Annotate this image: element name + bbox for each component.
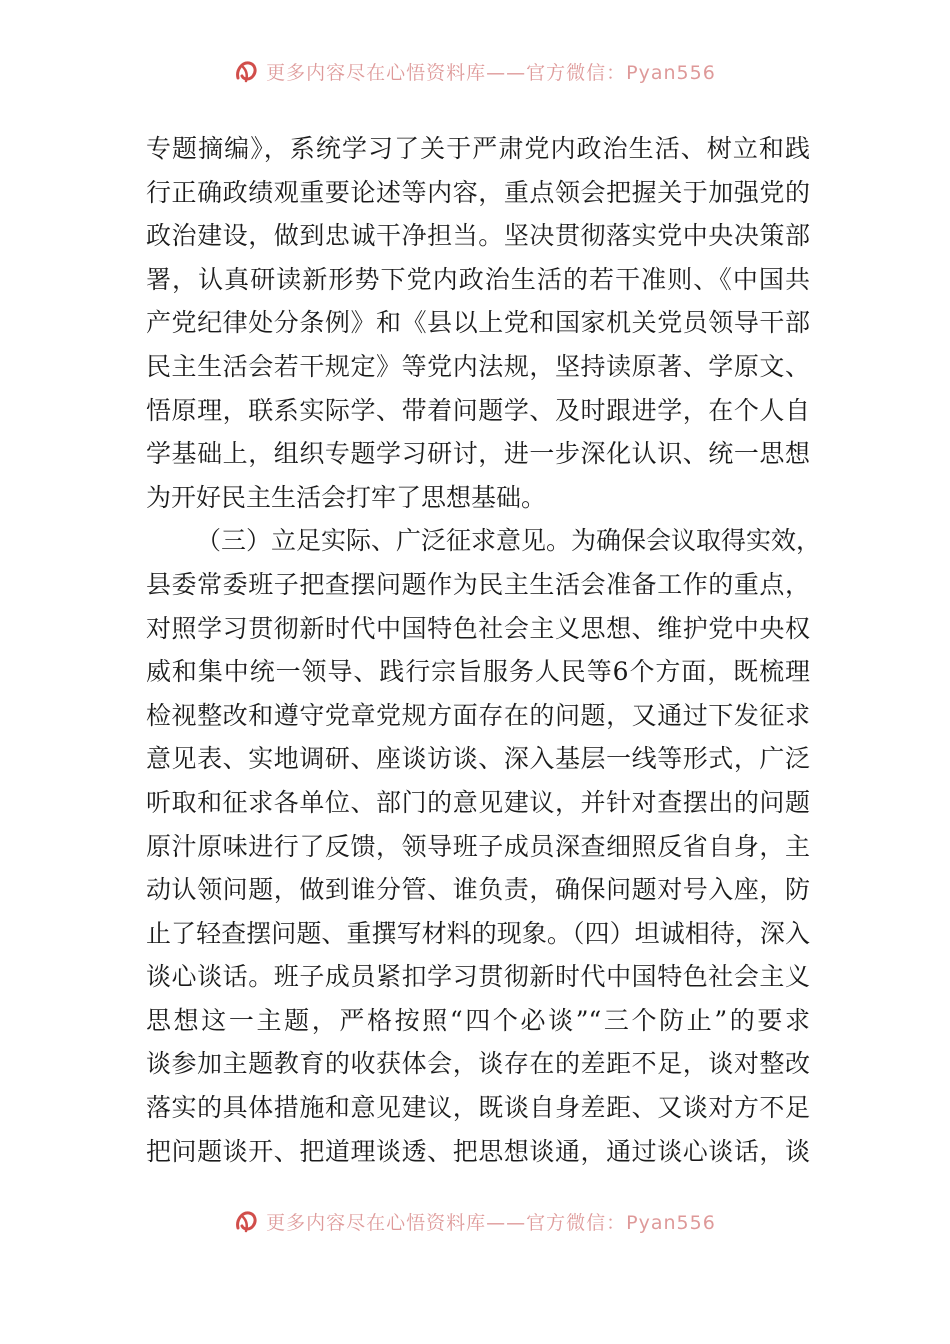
- text-line: 思想这一主题，严格按照“四个必谈”“三个防止”的要求: [146, 1005, 811, 1035]
- text-line: 学基础上，组织专题学习研讨，进一步深化认识、统一思想: [146, 439, 810, 469]
- text-line: 谈参加主题教育的收获体会，谈存在的差距不足，谈对整改: [146, 1049, 810, 1079]
- text-line: 止了轻查摆问题、重撰写材料的现象。（四）坦诚相待，深入: [146, 918, 810, 948]
- text-line: 原汁原味进行了反馈，领导班子成员深查细照反省自身，主: [146, 831, 810, 861]
- watermark-header: [0, 56, 950, 86]
- watermark-footer: [0, 1206, 950, 1236]
- text-line: 动认领问题，做到谁分管、谁负责，确保问题对号入座，防: [146, 875, 810, 905]
- text-line: 民主生活会若干规定》等党内法规，坚持读原著、学原文、: [146, 351, 810, 381]
- text-line: 县委常委班子把查摆问题作为民主生活会准备工作的重点，: [146, 569, 810, 599]
- text-line: 意见表、实地调研、座谈访谈、深入基层一线等形式，广泛: [146, 744, 810, 774]
- text-line: 落实的具体措施和意见建议，既谈自身差距、又谈对方不足: [146, 1093, 810, 1123]
- text-line: 专题摘编》，系统学习了关于严肃党内政治生活、树立和践: [146, 134, 810, 163]
- logo-icon: [234, 58, 260, 84]
- text-line: 听取和征求各单位、部门的意见建议，并针对查摆出的问题: [146, 787, 810, 817]
- text-line: 把问题谈开、把道理谈透、把思想谈通，通过谈心谈话，谈: [146, 1136, 810, 1166]
- document-body: [146, 127, 822, 1173]
- logo-icon: [234, 1208, 260, 1234]
- text-line: 政治建设，做到忠诚干净担当。坚决贯彻落实党中央决策部: [146, 221, 810, 251]
- watermark-text: 更多内容尽在心悟资料库——官方微信：Pyan556: [266, 1211, 716, 1234]
- text-line: 威和集中统一领导、践行宗旨服务人民等6个方面，既梳理: [146, 657, 810, 687]
- text-line: 谈心谈话。班子成员紧扣学习贯彻新时代中国特色社会主义: [146, 962, 810, 992]
- watermark-text: 更多内容尽在心悟资料库——官方微信：Pyan556: [266, 61, 716, 84]
- text-line: （三）立足实际、广泛征求意见。为确保会议取得实效，: [196, 526, 822, 556]
- text-line: 悟原理，联系实际学、带着问题学、及时跟进学，在个人自: [146, 395, 810, 425]
- text-line: 署，认真研读新形势下党内政治生活的若干准则、《中国共: [146, 264, 810, 294]
- text-line: 对照学习贯彻新时代中国特色社会主义思想、维护党中央权: [146, 613, 810, 643]
- text-line: 产党纪律处分条例》和《县以上党和国家机关党员领导干部: [146, 308, 810, 338]
- text-line: 行正确政绩观重要论述等内容，重点领会把握关于加强党的: [146, 177, 810, 207]
- text-line: 为开好民主生活会打牢了思想基础。: [146, 482, 547, 512]
- text-line: 检视整改和遵守党章党规方面存在的问题，又通过下发征求: [146, 700, 810, 730]
